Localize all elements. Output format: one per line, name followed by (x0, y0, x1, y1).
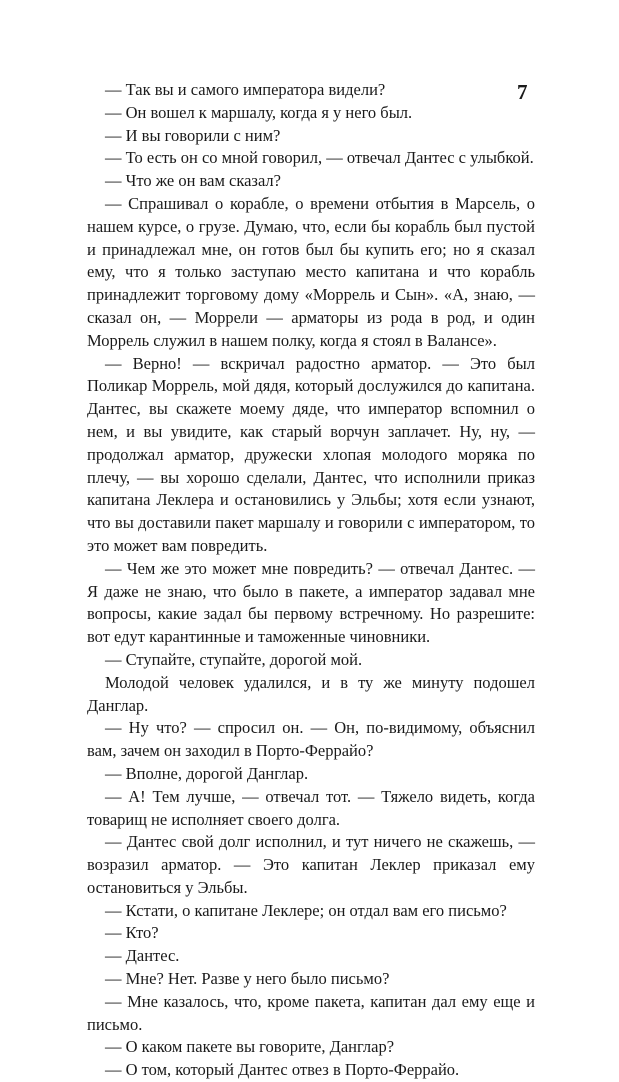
paragraph: — Он вошел к маршалу, когда я у него был. (105, 102, 413, 122)
paragraph: — Что же он вам сказал? (105, 171, 281, 191)
paragraph: — А! Тем лучше, — отвечал тот. — Тяжело видеть, когда товарищ не исполняет своего долга. (87, 786, 535, 829)
paragraph: — Так вы и самого императора видели? (105, 80, 386, 99)
paragraph: Молодой человек удалился, и в ту же минуту подошел Данглар. (87, 672, 535, 715)
paragraph: — Дантес свой долг исполнил, и тут ничего не скажешь, — возразил арматор. — Это капитан Леклер приказал ему остановиться у Эльбы. (87, 832, 535, 897)
page-number: 7 (517, 80, 528, 104)
paragraph: — Дантес. (105, 946, 180, 966)
paragraph: — О том, который Дантес отвез в Порто-Феррайо. (105, 1060, 460, 1080)
paragraph: — И вы говорили с ним? (105, 125, 281, 145)
paragraph: — Спрашивал о корабле, о времени отбытия в Марсель, о нашем курсе, о грузе. Думаю, что, если бы корабль был пустой и принадлежал мне, он готов был бы купить его; но я сказал ему, что я только заступаю место капитана и что корабль принадлежит торговому дому «Моррель и Сын». «А, знаю, — сказал он, — Моррели — арматоры из рода в род, и один Моррель служил в нашем полку, когда я стоял в Валансе». (87, 193, 535, 350)
paragraph: — Ну что? — спросил он. — Он, по-видимому, объяснил вам, зачем он заходил в Порто-Феррайо? (87, 718, 535, 761)
paragraph: — То есть он со мной говорил, — отвечал Дантес с улыбкой. (105, 148, 534, 168)
paragraph: — Кто? (105, 923, 159, 943)
paragraph: — Ступайте, ступайте, дорогой мой. (105, 649, 363, 669)
paragraph: — Кстати, о капитане Леклере; он отдал вам его письмо? (105, 900, 507, 920)
paragraph: — Верно! — вскричал радостно арматор. — Это был Поликар Моррель, мой дядя, который дослужился до капитана. Дантес, вы скажете моему дяде, что император вспомнил о нем, и вы увидите, как старый ворчун заплачет. Ну, ну, — продолжал арматор, дружески хлопая молодого моряка по плечу, — вы хорошо сделали, Дантес, что исполнили приказ капитана Леклера и остановились у Эльбы; хотя если узнают, что вы доставили пакет маршалу и говорили с императором, то это может вам повредить. (87, 353, 535, 555)
paragraph: — Чем же это может мне повредить? — отвечал Дантес. — Я даже не знаю, что было в пакете, а император задавал мне вопросы, какие задал бы первому встречному. Но разрешите: вот едут карантинные и таможенные чиновники. (87, 558, 535, 647)
paragraph: — Вполне, дорогой Данглар. (105, 763, 309, 783)
paragraph: — О каком пакете вы говорите, Данглар? (105, 1037, 395, 1057)
paragraph: — Мне? Нет. Разве у него было письмо? (105, 969, 390, 989)
paragraph: — Мне казалось, что, кроме пакета, капитан дал ему еще и письмо. (87, 991, 535, 1034)
page-text (87, 79, 535, 1082)
